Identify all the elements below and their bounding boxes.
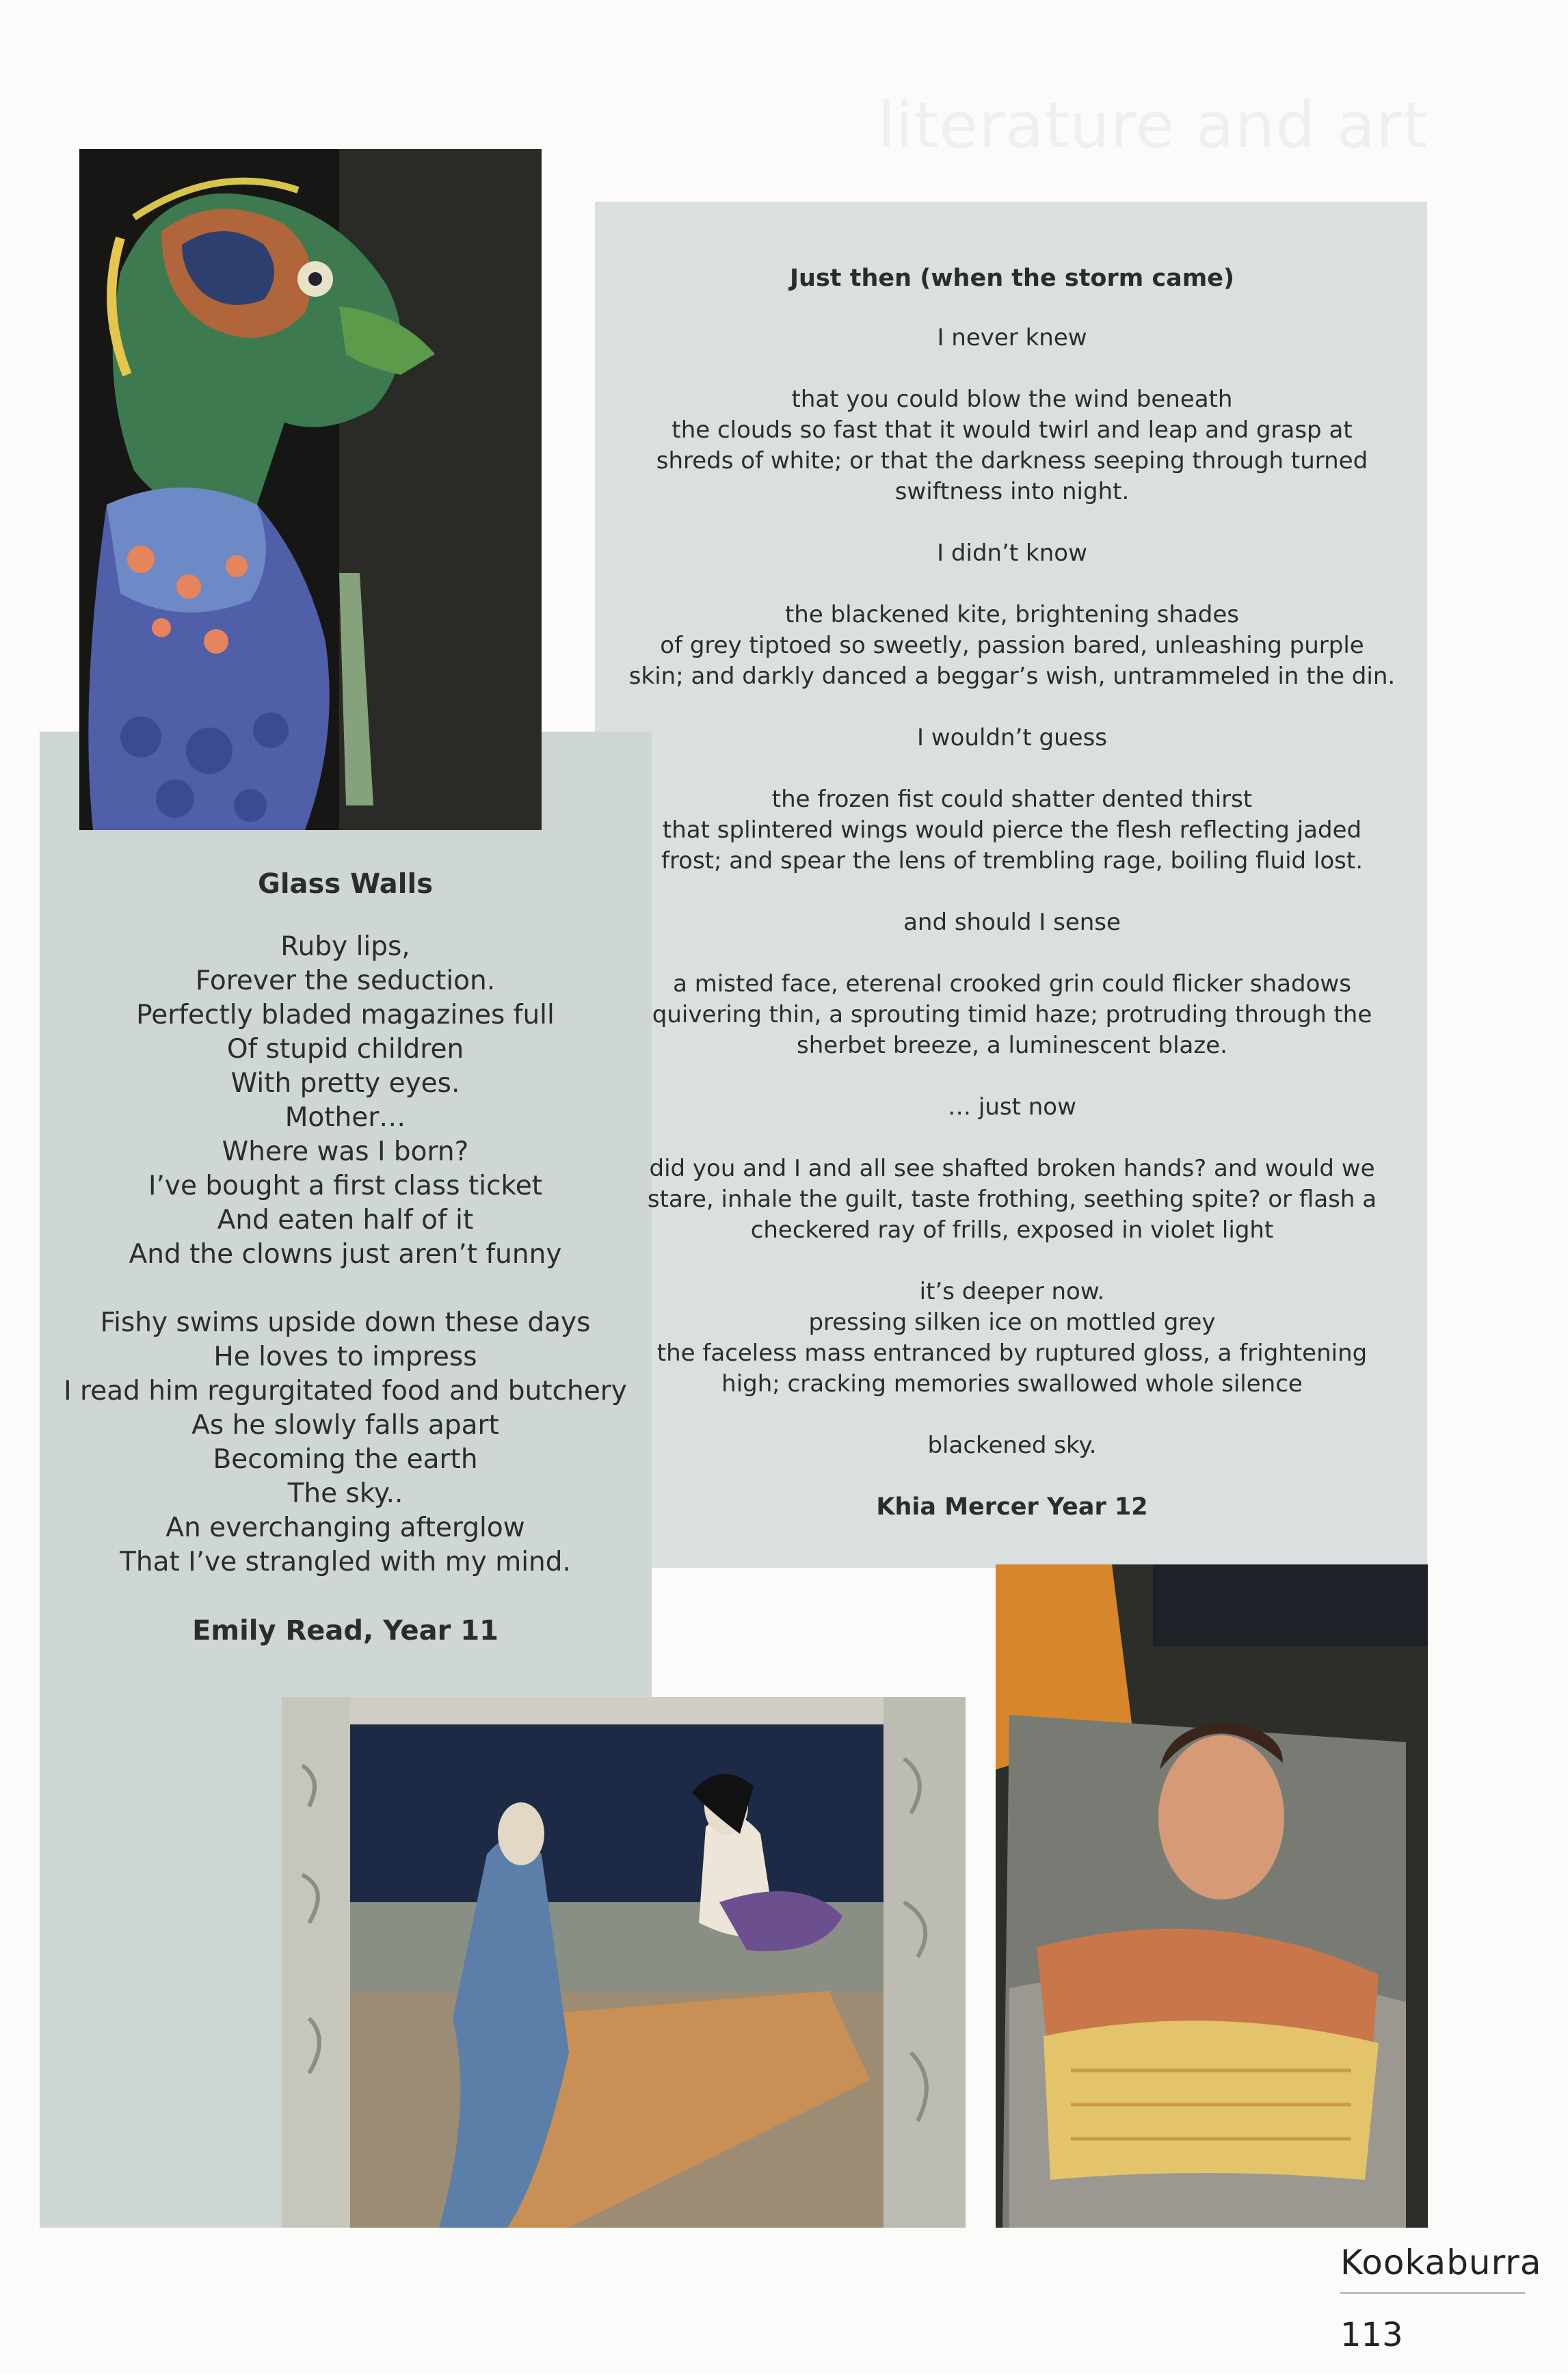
artwork-portrait-photo <box>996 1564 1428 2228</box>
section-title: literature and art <box>877 89 1428 162</box>
poem-stanza: … just now <box>948 1093 1076 1121</box>
poem-just-then <box>615 263 1409 1547</box>
poem-stanza: that you could blow the wind beneath the clouds so fast that it would twirl and leap and grasp at shreds of white; or that the darkness seeping through turned swiftness into night. <box>656 386 1368 505</box>
poem-author: Emily Read, Year 11 <box>192 1615 499 1646</box>
footer-divider <box>1340 2292 1525 2294</box>
poem-stanza: Fishy swims upside down these days He loves to impress I read him regurgitated food and butchery As he slowly falls apart Becoming the earth The sky.. An everchanging afterglow That I’ve strangled with my mind. <box>64 1307 627 1577</box>
poem-stanza: it’s deeper now. pressing silken ice on mottled grey the faceless mass entranced by ruptured gloss, a frightening high; cracking memories swallowed whole silence <box>656 1278 1368 1398</box>
poem-author: Khia Mercer Year 12 <box>876 1493 1148 1521</box>
poem-title: Glass Walls <box>258 868 433 900</box>
poem-stanza: I wouldn’t guess <box>917 724 1107 751</box>
publication-name: Kookaburra <box>1340 2243 1542 2282</box>
artwork-mask-painting <box>79 149 542 830</box>
poem-glass-walls <box>48 867 643 1675</box>
artwork-two-women-painting <box>282 1697 966 2228</box>
poem-stanza: the frozen fist could shatter dented thirst that splintered wings would pierce the flesh reflecting jaded frost; and spear the lens of trembling rage, boiling fluid lost. <box>661 786 1364 875</box>
poem-stanza: a misted face, eterenal crooked grin could flicker shadows quivering thin, a sprouting timid haze; protruding through the sherbet breeze, a luminescent blaze. <box>652 970 1372 1059</box>
poem-title: Just then (when the storm came) <box>790 265 1234 292</box>
poem-stanza: blackened sky. <box>927 1432 1097 1459</box>
poem-stanza: did you and I and all see shafted broken hands? and would we stare, inhale the guilt, taste frothing, seething spite? or flash a checkered ray of frills, exposed in violet light <box>647 1155 1377 1244</box>
poem-stanza: I never knew <box>937 324 1087 351</box>
poem-stanza: I didn’t know <box>937 539 1087 567</box>
page-number: 113 <box>1340 2316 1403 2354</box>
poem-stanza: and should I sense <box>903 909 1121 936</box>
poem-stanza: the blackened kite, brightening shades of grey tiptoed so sweetly, passion bared, unleashing purple skin; and darkly danced a beggar’s wish, untrammeled in the din. <box>628 601 1396 690</box>
poem-stanza: Ruby lips, Forever the seduction. Perfectly bladed magazines full Of stupid children With pretty eyes. Mother… Where was I born? I’ve bought a first class ticket And eaten half of it And the clowns just aren’t funny <box>129 931 562 1270</box>
page-footer <box>1340 2243 1542 2354</box>
